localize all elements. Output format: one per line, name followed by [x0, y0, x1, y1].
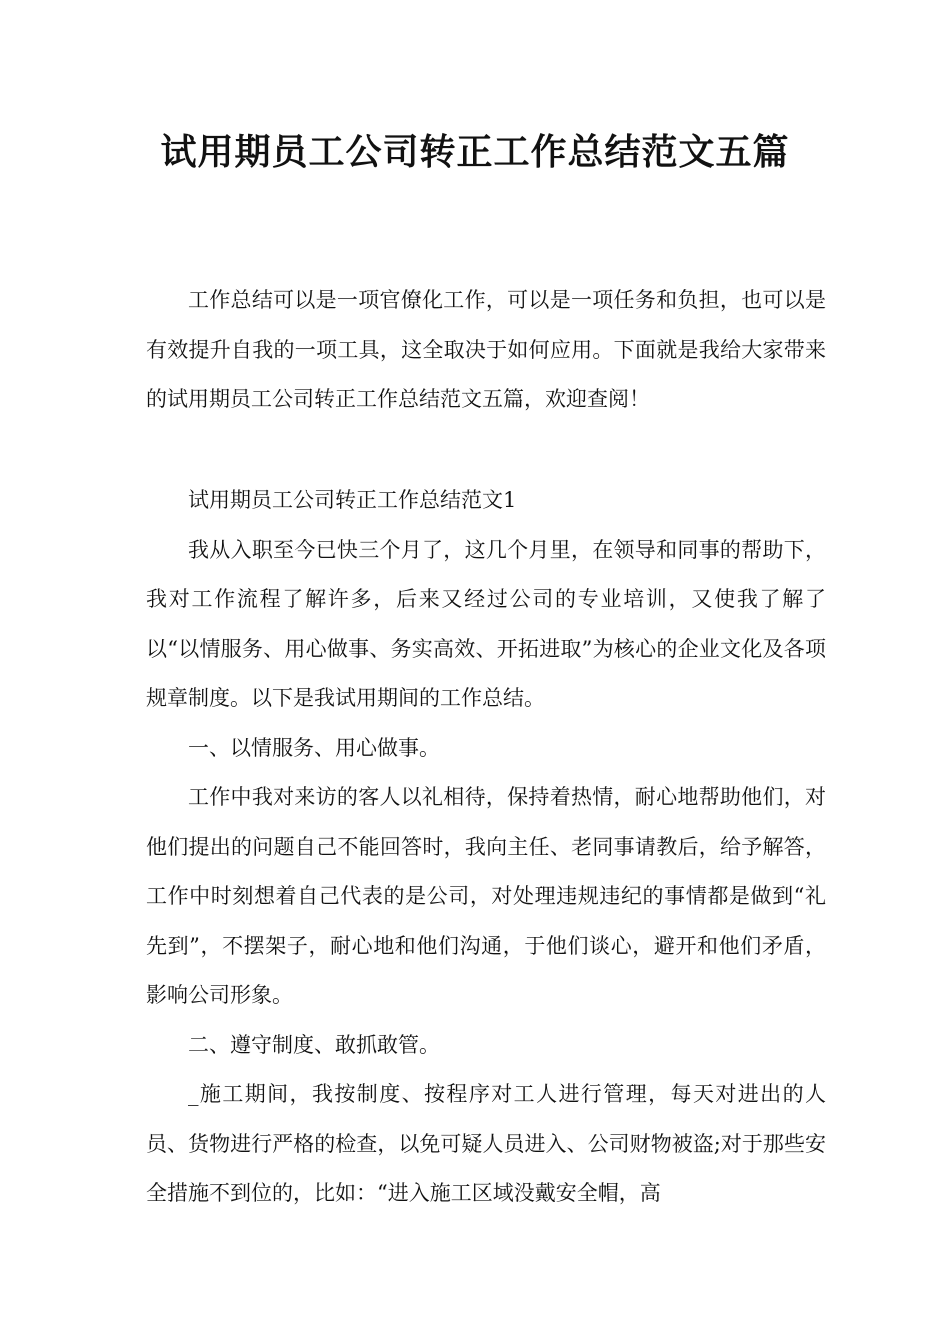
section-heading: 试用期员工公司转正工作总结范文1	[188, 488, 517, 512]
subheading: 一、以情服务、用心做事。	[188, 735, 440, 760]
subheading: 二、遵守制度、敢抓敢管。	[188, 1032, 440, 1057]
document-title: 试用期员工公司转正工作总结范文五篇	[160, 132, 790, 173]
body-paragraph: 我从入职至今已快三个月了，这几个月里，在领导和同事的帮助下，我对工作流程了解许多，后来又经过公司的专业培训，又使我了解了以“以情服务、用心做事、务实高效、开拓进取”为核心的企业文化及各项规章制度。以下是我试用期间的工作总结。	[146, 537, 826, 710]
body-paragraph: _施工期间，我按制度、按程序对工人进行管理，每天对进出的人员、货物进行严格的检查，以免可疑人员进入、公司财物被盗;对于那些安全措施不到位的，比如：“进入施工区域没戴安全帽，高	[146, 1082, 826, 1205]
body-paragraph: 工作中我对来访的客人以礼相待，保持着热情，耐心地帮助他们，对他们提出的问题自己不能回答时，我向主任、老同事请教后，给予解答，工作中时刻想着自己代表的是公司，对处理违规违纪的事情都是做到“礼先到”，不摆架子，耐心地和他们沟通，于他们谈心，避开和他们矛盾，影响公司形象。	[146, 785, 826, 1007]
intro-paragraph: 工作总结可以是一项官僚化工作，可以是一项任务和负担，也可以是有效提升自我的一项工具，这全取决于如何应用。下面就是我给大家带来的试用期员工公司转正工作总结范文五篇，欢迎查阅！	[146, 288, 826, 411]
section-1	[146, 476, 826, 1219]
intro-block	[146, 276, 826, 425]
